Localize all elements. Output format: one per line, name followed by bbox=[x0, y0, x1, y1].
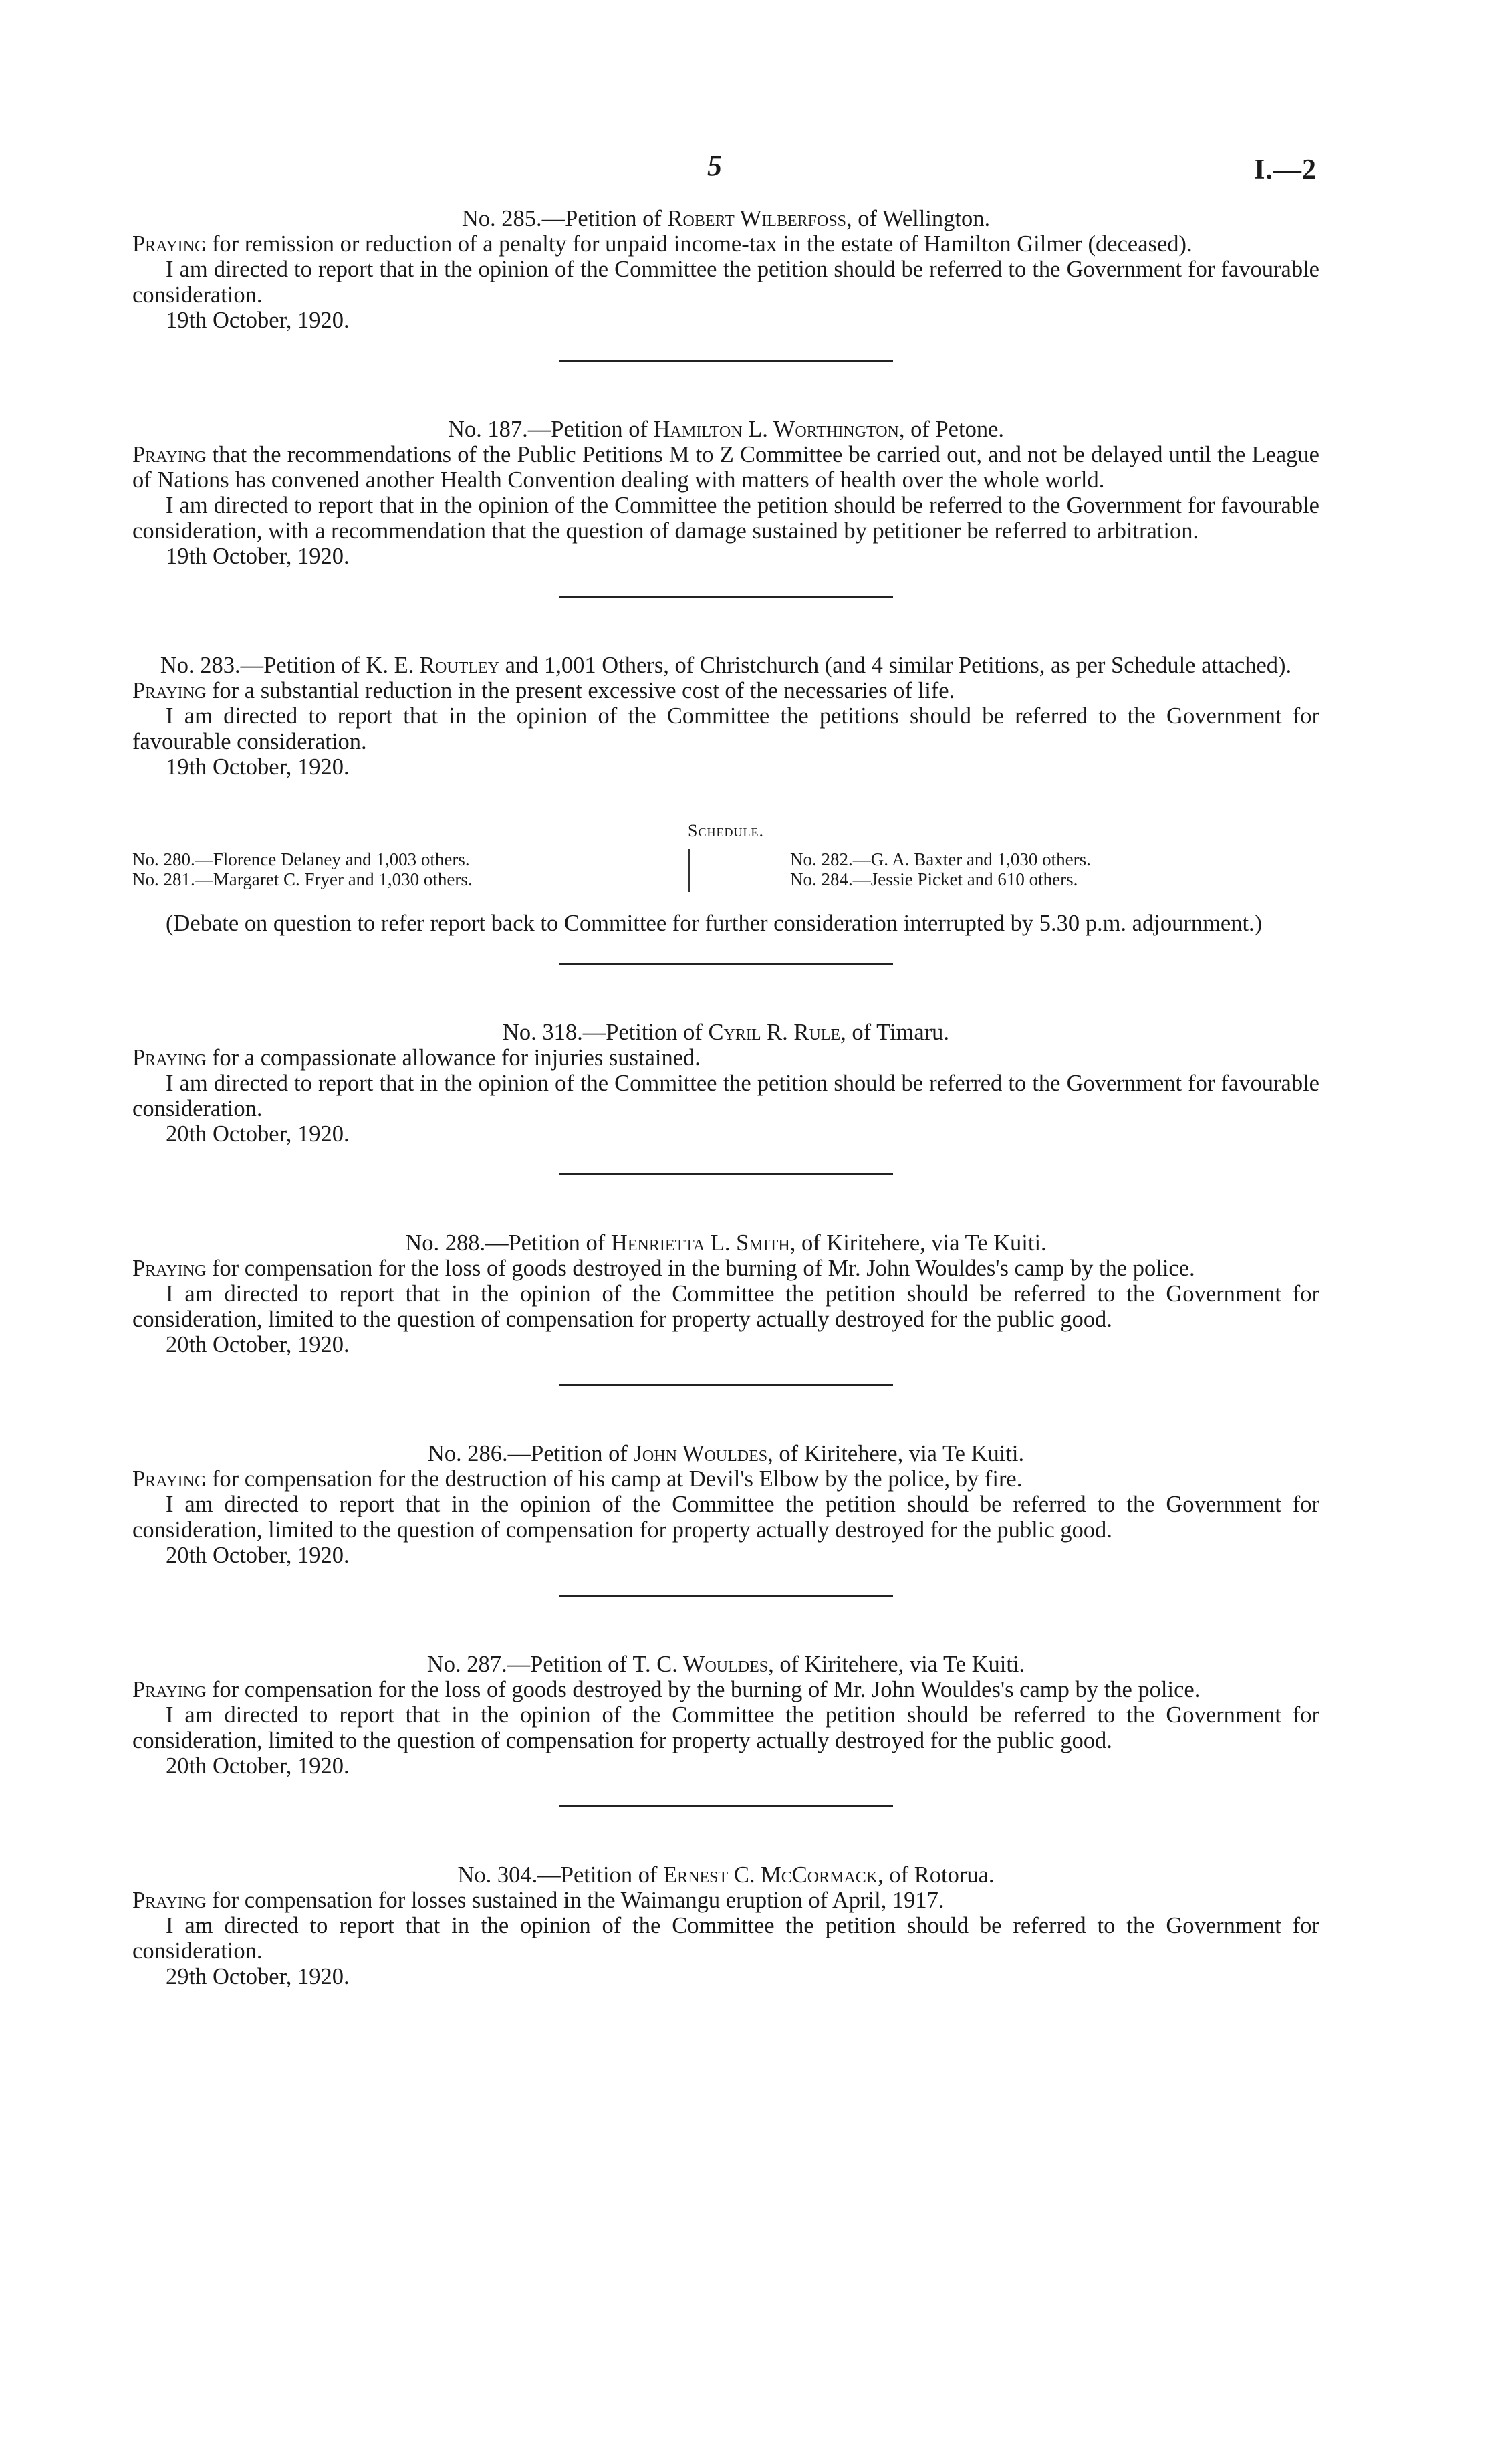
report-date: 20th October, 1920. bbox=[166, 1332, 350, 1357]
petition-heading bbox=[132, 1020, 1320, 1045]
report-paragraph: I am directed to report that in the opinion of the Committee the petition should be referred to the Government for consideration, limited to the question of compensation for property actually destroyed for the public good. bbox=[132, 1492, 1320, 1543]
praying-paragraph bbox=[132, 1888, 1320, 1913]
praying-word: Praying bbox=[132, 231, 207, 257]
report-date: 20th October, 1920. bbox=[166, 1543, 350, 1568]
heading-prefix: No. 286.—Petition of bbox=[427, 1441, 628, 1466]
report-date: 20th October, 1920. bbox=[166, 1753, 350, 1779]
page-body bbox=[132, 206, 1320, 1989]
schedule-entry: No. 284.—Jessie Picket and 610 others. bbox=[789, 869, 1078, 889]
petition-heading bbox=[132, 1862, 1320, 1888]
praying-paragraph bbox=[132, 231, 1320, 257]
report-date: 19th October, 1920. bbox=[166, 754, 350, 780]
report-paragraph: I am directed to report that in the opinion of the Committee the petition should be referred to the Government for favourable consideration. bbox=[132, 257, 1320, 308]
praying-text: for remission or reduction of a penalty for unpaid income-tax in the estate of Hamilton Gilmer (deceased). bbox=[206, 231, 1192, 257]
petition-heading bbox=[132, 1230, 1320, 1256]
heading-suffix: , of Kiritehere, via Te Kuiti. bbox=[789, 1230, 1047, 1256]
heading-suffix: , of Petone. bbox=[898, 417, 1005, 442]
petitioner-name: Robert Wilberfoss bbox=[667, 206, 847, 231]
praying-paragraph bbox=[132, 1677, 1320, 1702]
heading-prefix: No. 318.—Petition of bbox=[502, 1020, 703, 1045]
report-date: 20th October, 1920. bbox=[166, 1121, 350, 1147]
petition-section bbox=[132, 1652, 1320, 1807]
praying-word: Praying bbox=[132, 1466, 207, 1492]
page-number: 5 bbox=[707, 149, 722, 182]
petition-section bbox=[132, 1441, 1320, 1597]
heading-prefix: No. 187.—Petition of bbox=[447, 417, 648, 442]
heading-suffix: , of Kiritehere, via Te Kuiti. bbox=[767, 1441, 1025, 1466]
report-date: 29th October, 1920. bbox=[166, 1964, 350, 1989]
heading-suffix: , of Timaru. bbox=[840, 1020, 950, 1045]
heading-suffix: , of Wellington. bbox=[846, 206, 991, 231]
petition-heading bbox=[132, 206, 1320, 231]
petitioner-name: John Wouldes bbox=[633, 1441, 768, 1466]
debate-note: (Debate on question to refer report back to Committee for further consideration interrupted by 5.30 p.m. adjournment.) bbox=[166, 911, 1263, 936]
heading-suffix: and 1,001 Others, of Christchurch (and 4 similar Petitions, as per Schedule attached). bbox=[499, 653, 1292, 678]
heading-prefix: No. 287.—Petition of bbox=[426, 1652, 627, 1677]
praying-text: for compensation for losses sustained in the Waimangu eruption of April, 1917. bbox=[206, 1888, 945, 1913]
report-paragraph: I am directed to report that in the opinion of the Committee the petition should be referred to the Government for consideration, limited to the question of compensation for property actually destroyed for the public good. bbox=[132, 1281, 1320, 1332]
praying-text: for compensation for the loss of goods destroyed by the burning of Mr. John Wouldes's camp by the police. bbox=[206, 1677, 1201, 1702]
petition-heading bbox=[132, 1652, 1320, 1677]
schedule-title: Schedule. bbox=[688, 821, 764, 841]
praying-paragraph bbox=[132, 678, 1320, 703]
petition-section bbox=[132, 417, 1320, 598]
report-date: 19th October, 1920. bbox=[166, 308, 350, 333]
report-paragraph: I am directed to report that in the opinion of the Committee the petition should be referred to the Government for favourable consideration, with a recommendation that the question of damage sustained by petitioner be referred to arbitration. bbox=[132, 493, 1320, 544]
report-paragraph: I am directed to report that in the opinion of the Committee the petition should be referred to the Government for consideration, limited to the question of compensation for property actually destroyed for the public good. bbox=[132, 1702, 1320, 1753]
petition-section bbox=[132, 206, 1320, 362]
report-paragraph: I am directed to report that in the opinion of the Committee the petition should be referred to the Government for favourable consideration. bbox=[132, 1071, 1320, 1121]
praying-paragraph bbox=[132, 442, 1320, 493]
petition-section bbox=[132, 1020, 1320, 1175]
petitioner-name: Henrietta L. Smith bbox=[610, 1230, 790, 1256]
praying-text: for a compassionate allowance for injuries sustained. bbox=[206, 1045, 701, 1071]
petitioner-name: T. C. Wouldes bbox=[632, 1652, 769, 1677]
praying-paragraph bbox=[132, 1256, 1320, 1281]
schedule-table bbox=[132, 849, 1320, 892]
petitioner-name: K. E. Routley bbox=[366, 653, 499, 678]
heading-prefix: No. 304.—Petition of bbox=[457, 1862, 658, 1888]
petition-section bbox=[132, 653, 1320, 965]
schedule-divider bbox=[688, 849, 690, 892]
heading-suffix: , of Rotorua. bbox=[878, 1862, 995, 1888]
document-reference: I.—2 bbox=[1254, 154, 1317, 185]
heading-prefix: No. 283.—Petition of bbox=[160, 653, 360, 678]
petition-heading bbox=[132, 1441, 1320, 1466]
schedule-column-left bbox=[132, 849, 662, 892]
petitioner-name: Ernest C. McCormack bbox=[663, 1862, 878, 1888]
praying-word: Praying bbox=[132, 1256, 207, 1281]
report-paragraph: I am directed to report that in the opinion of the Committee the petition should be referred to the Government for consideration. bbox=[132, 1913, 1320, 1964]
praying-text: that the recommendations of the Public Petitions M to Z Committee be carried out, and not be delayed until the League of Nations has convened another Health Convention dealing with matters of health over the whole world. bbox=[132, 442, 1320, 493]
schedule-entry: No. 280.—Florence Delaney and 1,003 others. bbox=[132, 849, 470, 869]
petitioner-name: Hamilton L. Worthington bbox=[653, 417, 899, 442]
petition-heading bbox=[132, 653, 1320, 678]
petition-section bbox=[132, 1230, 1320, 1386]
praying-word: Praying bbox=[132, 1045, 207, 1071]
petition-section bbox=[132, 1862, 1320, 1989]
praying-word: Praying bbox=[132, 678, 207, 703]
schedule-column-right bbox=[717, 849, 1320, 892]
praying-text: for a substantial reduction in the present excessive cost of the necessaries of life. bbox=[206, 678, 955, 703]
praying-paragraph bbox=[132, 1466, 1320, 1492]
heading-suffix: , of Kiritehere, via Te Kuiti. bbox=[768, 1652, 1025, 1677]
report-paragraph: I am directed to report that in the opinion of the Committee the petitions should be referred to the Government for favourable consideration. bbox=[132, 703, 1320, 754]
praying-word: Praying bbox=[132, 442, 207, 467]
praying-text: for compensation for the destruction of his camp at Devil's Elbow by the police, by fire. bbox=[206, 1466, 1023, 1492]
heading-prefix: No. 285.—Petition of bbox=[461, 206, 662, 231]
heading-prefix: No. 288.—Petition of bbox=[405, 1230, 606, 1256]
petitioner-name: Cyril R. Rule bbox=[708, 1020, 841, 1045]
praying-word: Praying bbox=[132, 1677, 207, 1702]
schedule-entry: No. 281.—Margaret C. Fryer and 1,030 others. bbox=[132, 869, 473, 889]
praying-paragraph bbox=[132, 1045, 1320, 1071]
petition-heading bbox=[132, 417, 1320, 442]
report-date: 19th October, 1920. bbox=[166, 544, 350, 569]
praying-text: for compensation for the loss of goods destroyed in the burning of Mr. John Wouldes's camp by the police. bbox=[206, 1256, 1195, 1281]
schedule-entry: No. 282.—G. A. Baxter and 1,030 others. bbox=[789, 849, 1091, 869]
praying-word: Praying bbox=[132, 1888, 207, 1913]
